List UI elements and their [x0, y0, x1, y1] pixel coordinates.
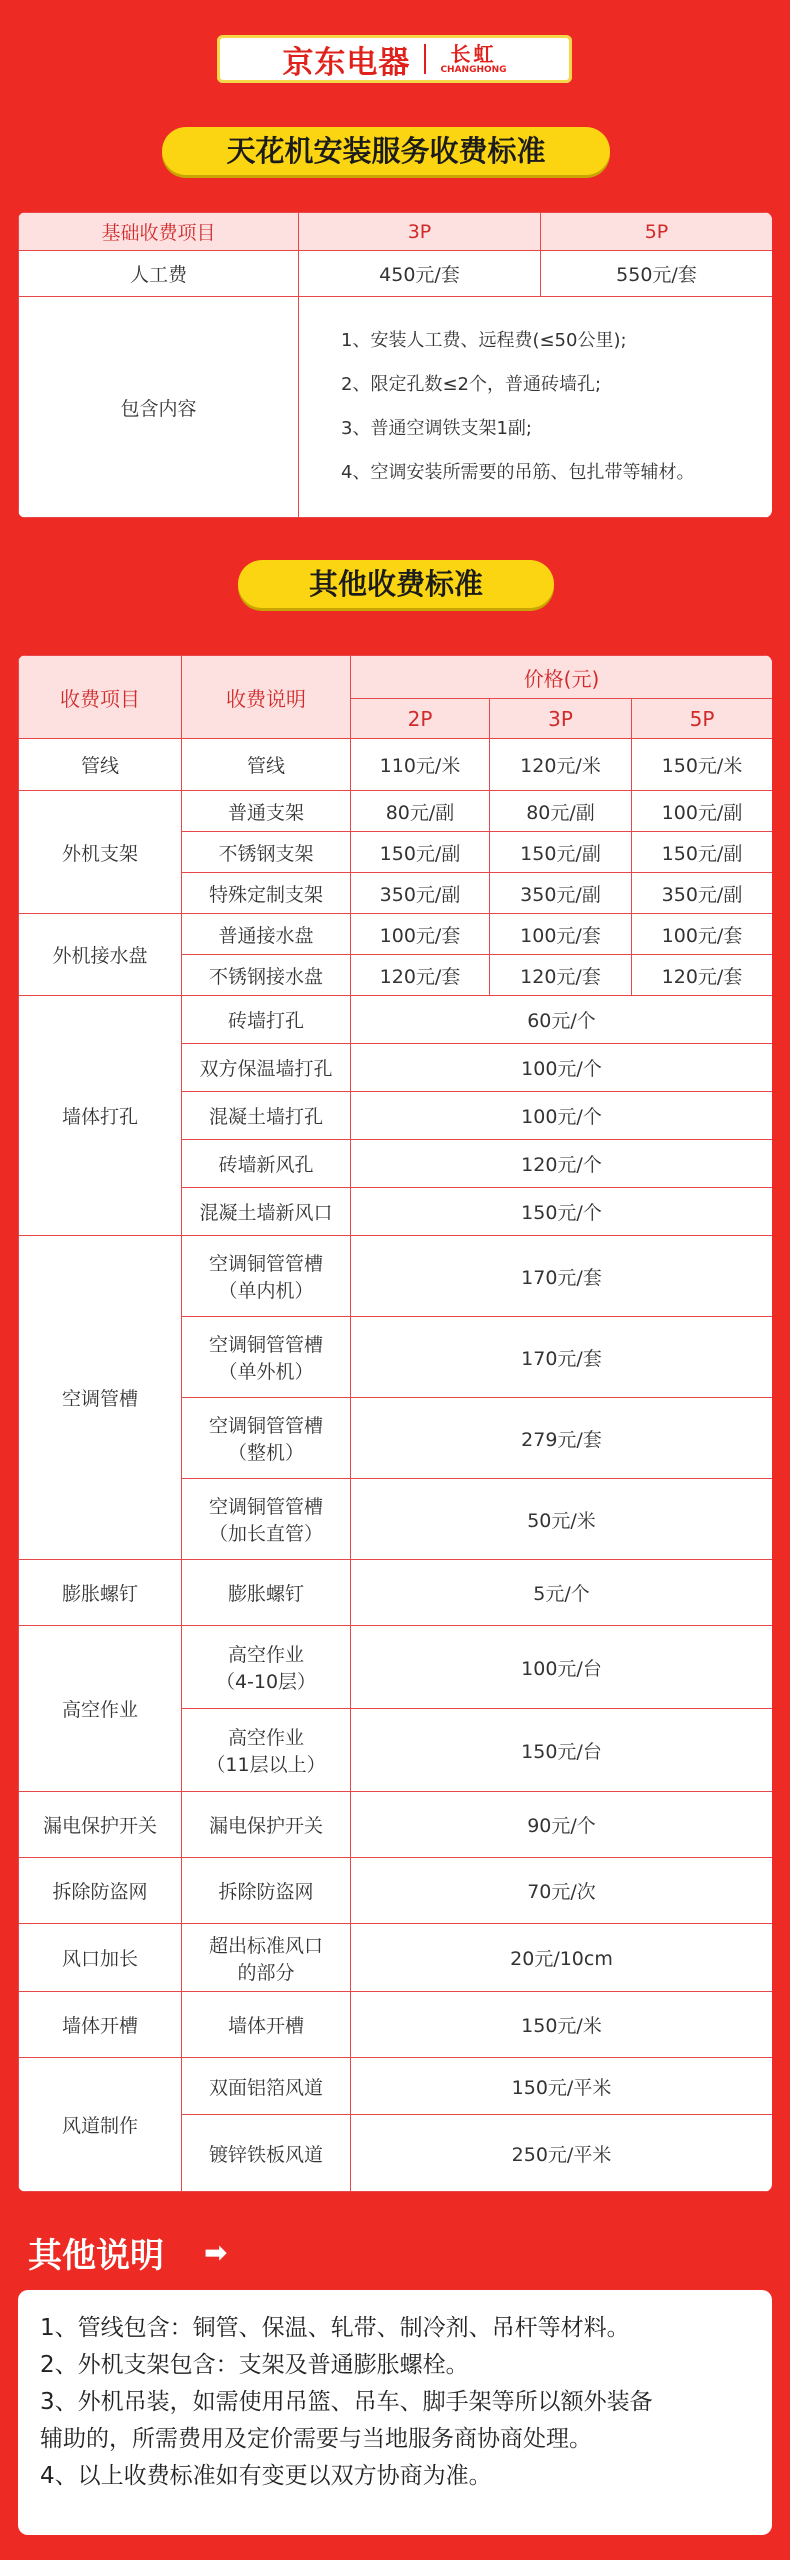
include-label: 包含内容: [19, 297, 299, 518]
jd-logo-text: 京东电器: [282, 44, 411, 81]
price-airduct: 150元/平米: [351, 2058, 773, 2115]
desc-high: [182, 1709, 351, 1792]
header-item: 收费项目: [19, 656, 182, 739]
desc-wall-drill: 混凝土墙打孔: [182, 1092, 351, 1140]
price-3p: 150元/副: [490, 832, 632, 873]
desc-duct: [182, 1479, 351, 1560]
desc-airduct: 镀锌铁板风道: [182, 2115, 351, 2192]
labor-3p: 450元/套: [299, 251, 541, 297]
desc-bolt: 膨胀螺钉: [182, 1560, 351, 1626]
other-fee-table: [18, 655, 772, 2192]
desc-line: 超出标准风口: [208, 1934, 323, 1957]
desc-line: 空调铜管管槽: [208, 1253, 323, 1275]
price-5p: 150元/米: [632, 739, 773, 791]
desc-duct: [182, 1398, 351, 1479]
item-bolt: 膨胀螺钉: [19, 1560, 182, 1626]
desc-airduct: 双面铝箔风道: [182, 2058, 351, 2115]
desc-line: （单外机）: [218, 1361, 314, 1383]
labor-5p: 550元/套: [541, 251, 773, 297]
price-5p: 350元/副: [632, 873, 773, 914]
brand-divider: [424, 44, 426, 74]
changhong-logo: [440, 41, 507, 75]
item-tray: 外机接水盘: [19, 914, 182, 996]
notes-title: 其他说明: [28, 2236, 164, 2276]
price-groove: 150元/米: [351, 1992, 773, 2058]
desc-line: 高空作业: [227, 1644, 304, 1666]
desc-bracket: 普通支架: [182, 791, 351, 832]
desc-wall-drill: 双方保温墙打孔: [182, 1044, 351, 1092]
desc-pipe: 管线: [182, 739, 351, 791]
item-duct: 空调管槽: [19, 1236, 182, 1560]
price-3p: 80元/副: [490, 791, 632, 832]
basic-fee-table: [18, 212, 772, 518]
desc-high: [182, 1626, 351, 1709]
price-2p: 150元/副: [351, 832, 490, 873]
changhong-cn: 长虹: [450, 41, 497, 66]
note-line: 辅助的，所需费用及定价需要与当地服务商协商处理。: [40, 2426, 592, 2452]
price-5p: 100元/副: [632, 791, 773, 832]
arrow-right-icon: ➡: [204, 2236, 228, 2269]
header-5p: 5P: [541, 213, 773, 251]
desc-line: 空调铜管管槽: [208, 1334, 323, 1356]
desc-bracket: 不锈钢支架: [182, 832, 351, 873]
header-basic-item: 基础收费项目: [19, 213, 299, 251]
desc-line: （整机）: [227, 1442, 304, 1464]
section-title-ceiling-install: 天花机安装服务收费标准: [162, 127, 610, 175]
price-wall-drill: 100元/个: [351, 1092, 773, 1140]
desc-wall-drill: 砖墙新风孔: [182, 1140, 351, 1188]
price-3p: 120元/米: [490, 739, 632, 791]
header-5p: 5P: [632, 699, 773, 739]
include-list: [299, 297, 773, 518]
desc-vent: [182, 1924, 351, 1992]
item-bracket: 外机支架: [19, 791, 182, 914]
note-line: 2、外机支架包含：支架及普通膨胀螺栓。: [40, 2352, 469, 2378]
desc-bracket: 特殊定制支架: [182, 873, 351, 914]
price-3p: 350元/副: [490, 873, 632, 914]
basic-fee-card: [18, 212, 772, 518]
other-fee-card: [18, 655, 772, 2192]
desc-line: 空调铜管管槽: [208, 1496, 323, 1518]
include-item: 2、限定孔数≤2个，普通砖墙孔;: [341, 374, 602, 395]
header-2p: 2P: [351, 699, 490, 739]
item-wall-drill: 墙体打孔: [19, 996, 182, 1236]
price-high: 150元/台: [351, 1709, 773, 1792]
header-price: 价格(元): [351, 656, 773, 699]
desc-line: 空调铜管管槽: [208, 1415, 323, 1437]
labor-label: 人工费: [19, 251, 299, 297]
desc-duct: [182, 1236, 351, 1317]
desc-line: （11层以上）: [206, 1754, 326, 1776]
item-groove: 墙体开槽: [19, 1992, 182, 2058]
desc-line: （4-10层）: [215, 1671, 317, 1693]
price-bolt: 5元/个: [351, 1560, 773, 1626]
include-item: 4、空调安装所需要的吊筋、包扎带等辅材。: [341, 462, 695, 483]
header-3p: 3P: [490, 699, 632, 739]
desc-line: （加长直管）: [208, 1523, 323, 1545]
include-item: 1、安装人工费、远程费(≤50公里);: [341, 330, 627, 351]
price-2p: 350元/副: [351, 873, 490, 914]
price-high: 100元/台: [351, 1626, 773, 1709]
price-2p: 80元/副: [351, 791, 490, 832]
item-airduct: 风道制作: [19, 2058, 182, 2192]
desc-line: 的部分: [237, 1961, 295, 1984]
desc-tray: 普通接水盘: [182, 914, 351, 955]
desc-net: 拆除防盗网: [182, 1858, 351, 1924]
price-duct: 170元/套: [351, 1317, 773, 1398]
price-wall-drill: 120元/个: [351, 1140, 773, 1188]
notes-box: [18, 2290, 772, 2535]
desc-wall-drill: 混凝土墙新风口: [182, 1188, 351, 1236]
desc-groove: 墙体开槽: [182, 1992, 351, 2058]
item-net: 拆除防盗网: [19, 1858, 182, 1924]
item-high: 高空作业: [19, 1626, 182, 1792]
price-duct: 279元/套: [351, 1398, 773, 1479]
item-leak: 漏电保护开关: [19, 1792, 182, 1858]
include-item: 3、普通空调铁支架1副;: [341, 418, 532, 439]
price-airduct: 250元/平米: [351, 2115, 773, 2192]
price-wall-drill: 60元/个: [351, 996, 773, 1044]
price-5p: 100元/套: [632, 914, 773, 955]
desc-line: 高空作业: [227, 1727, 304, 1749]
item-vent: 风口加长: [19, 1924, 182, 1992]
item-pipe: 管线: [19, 739, 182, 791]
brand-bar: [217, 35, 572, 83]
price-wall-drill: 100元/个: [351, 1044, 773, 1092]
desc-leak: 漏电保护开关: [182, 1792, 351, 1858]
changhong-en: CHANGHONG: [440, 64, 507, 75]
desc-tray: 不锈钢接水盘: [182, 955, 351, 996]
price-vent: 20元/10cm: [351, 1924, 773, 1992]
note-line: 3、外机吊装，如需使用吊篮、吊车、脚手架等所以额外装备: [40, 2389, 653, 2415]
desc-line: （单内机）: [218, 1280, 314, 1302]
note-line: 4、以上收费标准如有变更以双方协商为准。: [40, 2463, 492, 2489]
desc-wall-drill: 砖墙打孔: [182, 996, 351, 1044]
price-3p: 120元/套: [490, 955, 632, 996]
price-2p: 110元/米: [351, 739, 490, 791]
price-2p: 120元/套: [351, 955, 490, 996]
price-leak: 90元/个: [351, 1792, 773, 1858]
price-3p: 100元/套: [490, 914, 632, 955]
price-net: 70元/次: [351, 1858, 773, 1924]
note-line: 1、管线包含：铜管、保温、轧带、制冷剂、吊杆等材料。: [40, 2315, 630, 2341]
price-2p: 100元/套: [351, 914, 490, 955]
header-desc: 收费说明: [182, 656, 351, 739]
header-3p: 3P: [299, 213, 541, 251]
price-duct: 170元/套: [351, 1236, 773, 1317]
price-duct: 50元/米: [351, 1479, 773, 1560]
price-5p: 150元/副: [632, 832, 773, 873]
section-title-other-fees: 其他收费标准: [238, 560, 554, 608]
price-wall-drill: 150元/个: [351, 1188, 773, 1236]
price-5p: 120元/套: [632, 955, 773, 996]
desc-duct: [182, 1317, 351, 1398]
notes-heading: [28, 2228, 227, 2277]
